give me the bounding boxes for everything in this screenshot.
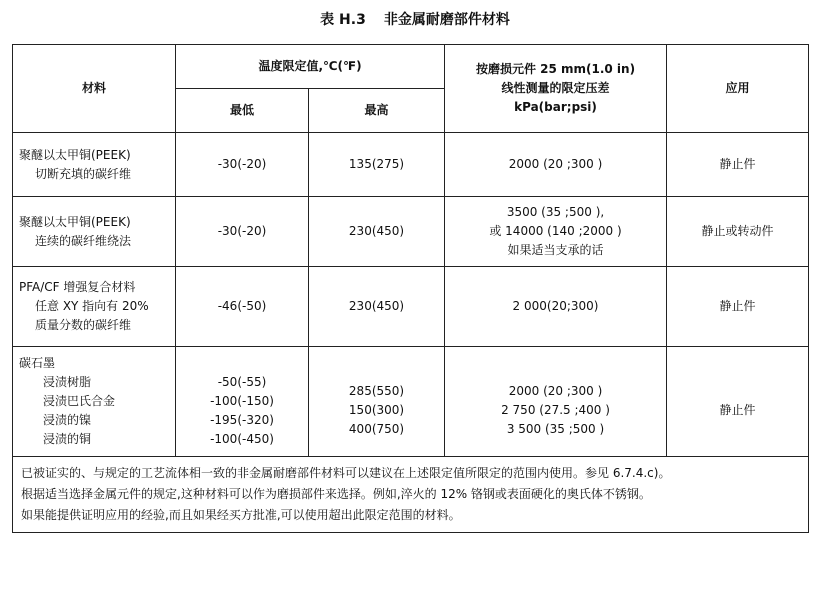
table-row <box>13 267 809 347</box>
note-paragraph: 如果能提供证明应用的经验,而且如果经买方批准,可以使用超出此限定范围的材料。 <box>21 508 461 522</box>
material-line: 任意 XY 指向有 20% <box>35 299 149 313</box>
min-cell: -30(-20) <box>176 197 309 267</box>
material-line: 碳石墨 <box>19 356 56 370</box>
material-line: 聚醚以太甲铜(PEEK) <box>19 214 131 229</box>
material-line: 浸渍的镍 <box>43 413 92 427</box>
pressure-cell: 2 000(20;300) <box>445 267 667 347</box>
header-pressure <box>445 45 667 133</box>
header-pressure-line: 按磨损元件 25 mm(1.0 in) <box>475 62 636 76</box>
application-cell: 静止件 <box>667 267 809 347</box>
material-line: 聚醚以太甲铜(PEEK) <box>19 147 131 162</box>
table-number: 表 H.3 <box>320 12 366 28</box>
pressure-line: 或 14000 (140 ;2000 ) <box>489 224 622 238</box>
materials-table <box>12 44 809 533</box>
material-line: 切断充填的碳纤维 <box>35 166 132 181</box>
min-cell: -46(-50) <box>176 267 309 347</box>
notes-row <box>13 457 809 533</box>
header-pressure-line: kPa(bar;psi) <box>514 100 597 114</box>
header-application: 应用 <box>667 45 809 133</box>
max-cell: 230(450) <box>309 267 445 347</box>
header-max: 最高 <box>309 89 445 133</box>
table-row <box>13 347 809 457</box>
header-temp-limit: 温度限定值,℃(℉) <box>176 45 445 89</box>
min-cell <box>176 347 309 457</box>
table-row <box>13 133 809 197</box>
pressure-line: 如果适当支承的话 <box>507 243 604 257</box>
pressure-cell: 2000 (20 ;300 ) <box>445 133 667 197</box>
max-line: 285(550) <box>348 384 405 398</box>
pressure-cell <box>445 347 667 457</box>
min-line: -50(-55) <box>217 374 267 389</box>
table-caption <box>0 9 830 29</box>
max-cell: 230(450) <box>309 197 445 267</box>
max-cell: 135(275) <box>309 133 445 197</box>
max-line: 400(750) <box>348 422 405 436</box>
material-line: 浸渍树脂 <box>43 375 92 389</box>
material-line: 质量分数的碳纤维 <box>35 318 132 332</box>
application-cell: 静止件 <box>667 133 809 197</box>
material-line: 浸渍的铜 <box>43 432 92 446</box>
min-line: -195(-320) <box>210 412 274 427</box>
pressure-line: 2 750 (27.5 ;400 ) <box>501 403 610 417</box>
min-cell: -30(-20) <box>176 133 309 197</box>
min-line: -100(-150) <box>210 393 274 408</box>
material-cell <box>13 347 176 457</box>
note-paragraph: 根据适当选择金属元件的规定,这种材料可以作为磨损部件来选择。例如,淬火的 12% 铬钢或表面硬化的奥氏体不锈钢。 <box>21 487 651 501</box>
material-line: 连续的碳纤维绕法 <box>35 233 132 248</box>
material-cell <box>13 133 176 197</box>
application-cell: 静止件 <box>667 347 809 457</box>
material-cell <box>13 197 176 267</box>
material-line: 浸渍巴氏合金 <box>43 394 116 408</box>
header-material: 材料 <box>13 45 176 133</box>
pressure-line: 3 500 (35 ;500 ) <box>506 422 605 436</box>
pressure-line: 2000 (20 ;300 ) <box>508 384 603 398</box>
application-cell: 静止或转动件 <box>667 197 809 267</box>
table-row <box>13 197 809 267</box>
table-title: 非金属耐磨部件材料 <box>383 12 510 28</box>
pressure-cell <box>445 197 667 267</box>
max-line: 150(300) <box>348 403 405 417</box>
note-paragraph: 已被证实的、与规定的工艺流体相一致的非金属耐磨部件材料可以建议在上述限定值所限定的范围内使用。参见 6.7.4.c)。 <box>21 466 671 480</box>
min-line: -100(-450) <box>210 431 274 446</box>
material-cell <box>13 267 176 347</box>
notes-cell <box>13 457 809 533</box>
header-pressure-line: 线性测量的限定压差 <box>501 81 610 95</box>
header-min: 最低 <box>176 89 309 133</box>
pressure-line: 3500 (35 ;500 ), <box>506 205 605 219</box>
max-cell <box>309 347 445 457</box>
material-line: PFA/CF 增强复合材料 <box>19 280 136 294</box>
